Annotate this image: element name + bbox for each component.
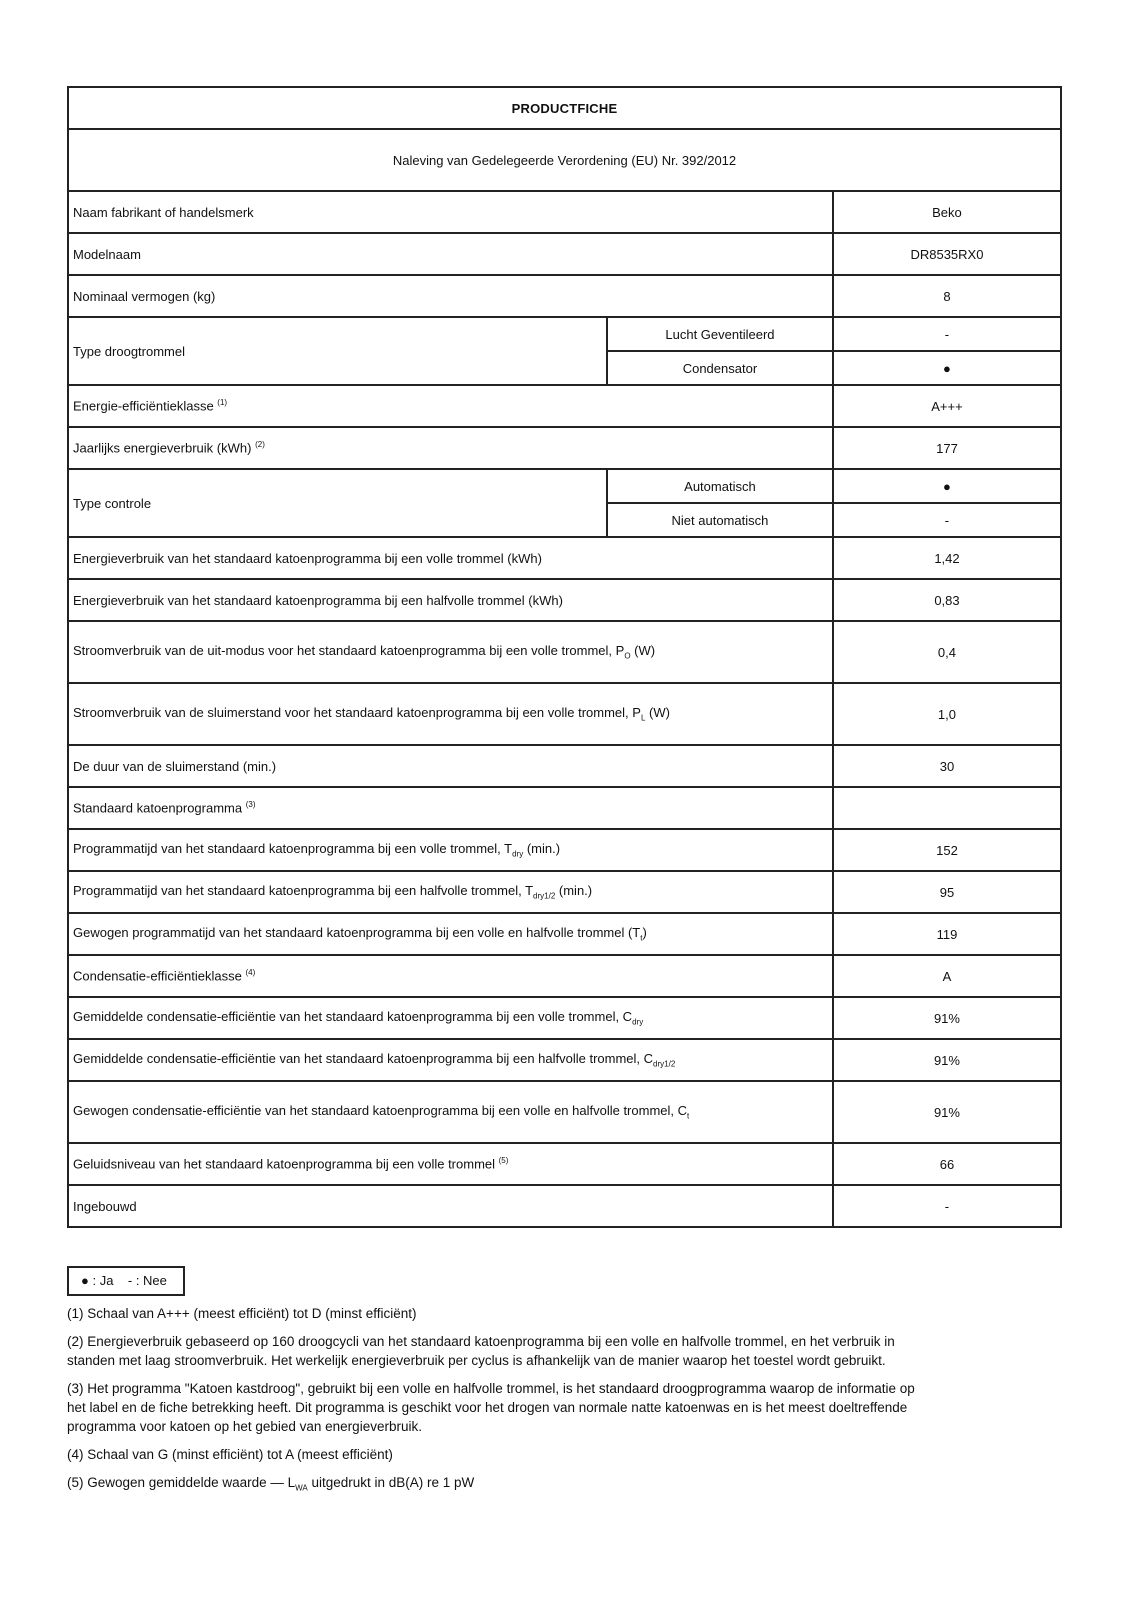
row-label: Gemiddelde condensatie-efficiëntie van het standaard katoenprogramma bij een volle trommel, $C_{dry}$	[68, 997, 833, 1039]
row-value: 0,83	[833, 579, 1061, 621]
row-label: Stroomverbruik van de uit-modus voor het standaard katoenprogramma bij een volle trommel, $P_O$ (W)	[68, 621, 833, 683]
table-row	[68, 579, 1061, 621]
row-value	[833, 787, 1061, 829]
table-row	[68, 385, 1061, 427]
table-row	[68, 683, 1061, 745]
row-value: 30	[833, 745, 1061, 787]
row-label: Stroomverbruik van de sluimerstand voor het standaard katoenprogramma bij een volle trommel, $P_L$ (W)	[68, 683, 833, 745]
row-value: DR8535RX0	[833, 233, 1061, 275]
sub-label: Automatisch	[607, 469, 833, 503]
row-value: 152	[833, 829, 1061, 871]
row-label: Programmatijd van het standaard katoenprogramma bij een volle trommel, $T_{dry}$ (min.)	[68, 829, 833, 871]
footnote: (1) Schaal van A+++ (meest efficiënt) tot D (minst efficiënt)	[67, 1306, 417, 1321]
footnote: (3) Het programma "Katoen kastdroog", gebruikt bij een volle en halfvolle trommel, is het standaard droogprogramma waarop de informatie op het label en de fiche betrekking heeft. Dit programma is geschikt voor het drogen van normale natte katoenwas en is het meest doeltreffende programma voor katoen op het gebied van energieverbruik.	[67, 1381, 915, 1434]
row-label: Gewogen condensatie-efficiëntie van het standaard katoenprogramma bij een volle en halfvolle trommel, $C_t$	[68, 1081, 833, 1143]
row-label: Geluidsniveau van het standaard katoenprogramma bij een volle trommel $^{(5)}$	[68, 1143, 833, 1185]
row-label: Ingebouwd	[68, 1185, 833, 1227]
row-label: Naam fabrikant of handelsmerk	[68, 191, 833, 233]
row-value: Beko	[833, 191, 1061, 233]
row-label: Gewogen programmatijd van het standaard katoenprogramma bij een volle en halfvolle trommel $(T_t)$	[68, 913, 833, 955]
row-label: Type controle	[68, 469, 607, 537]
row-value: -	[833, 503, 1061, 537]
table-row	[68, 191, 1061, 233]
table-row	[68, 997, 1061, 1039]
row-label: Jaarlijks energieverbruik (kWh) $^{(2)}$	[68, 427, 833, 469]
table-row	[68, 233, 1061, 275]
row-label: Standaard katoenprogramma $^{(3)}$	[68, 787, 833, 829]
row-value: 66	[833, 1143, 1061, 1185]
footnote: (2) Energieverbruik gebaseerd op 160 droogcycli van het standaard katoenprogramma bij een volle en halfvolle trommel, en het verbruik in standen met laag stroomverbruik. Het werkelijk energieverbruik per cyclus is afhankelijk van de manier waarop het toestel wordt gebruikt.	[67, 1334, 895, 1368]
legend-no: - : Nee	[127, 1273, 167, 1288]
table-row	[68, 745, 1061, 787]
row-value: A	[833, 955, 1061, 997]
table-row	[68, 829, 1061, 871]
row-value: ●	[833, 469, 1061, 503]
row-value: A+++	[833, 385, 1061, 427]
row-value: 177	[833, 427, 1061, 469]
row-value: 91%	[833, 1081, 1061, 1143]
table-row	[68, 1081, 1061, 1143]
row-label: Energieverbruik van het standaard katoenprogramma bij een halfvolle trommel (kWh)	[68, 579, 833, 621]
table-row	[68, 1185, 1061, 1227]
row-value: -	[833, 1185, 1061, 1227]
table-row	[68, 275, 1061, 317]
page-subtitle: Naleving van Gedelegeerde Verordening (EU) Nr. 392/2012	[68, 129, 1061, 191]
sub-label: Lucht Geventileerd	[607, 317, 833, 351]
row-value: ●	[833, 351, 1061, 385]
row-value: -	[833, 317, 1061, 351]
row-label: Energieverbruik van het standaard katoenprogramma bij een volle trommel (kWh)	[68, 537, 833, 579]
footnote: (5) Gewogen gemiddelde waarde — $L_{WA}$ uitgedrukt in dB(A) re 1 pW	[67, 1475, 475, 1493]
footnotes	[67, 1304, 937, 1507]
table-row	[68, 1143, 1061, 1185]
row-value: 1,42	[833, 537, 1061, 579]
row-label: Energie-efficiëntieklasse $^{(1)}$	[68, 385, 833, 427]
row-label: Condensatie-efficiëntieklasse $^{(4)}$	[68, 955, 833, 997]
table-row	[68, 469, 1061, 503]
table-row	[68, 427, 1061, 469]
table-row	[68, 537, 1061, 579]
table-row	[68, 1039, 1061, 1081]
row-value: 91%	[833, 997, 1061, 1039]
table-row	[68, 955, 1061, 997]
table-row	[68, 621, 1061, 683]
table-row	[68, 317, 1061, 351]
row-label: Modelnaam	[68, 233, 833, 275]
sub-label: Condensator	[607, 351, 833, 385]
row-value: 0,4	[833, 621, 1061, 683]
row-label: De duur van de sluimerstand (min.)	[68, 745, 833, 787]
row-value: 8	[833, 275, 1061, 317]
row-label: Programmatijd van het standaard katoenprogramma bij een halfvolle trommel, $T_{dry1/2}$ (min.)	[68, 871, 833, 913]
row-label: Nominaal vermogen (kg)	[68, 275, 833, 317]
row-value: 119	[833, 913, 1061, 955]
product-fiche	[67, 86, 1062, 1228]
product-fiche-table	[67, 86, 1062, 1228]
table-row	[68, 913, 1061, 955]
legend-box	[67, 1266, 185, 1296]
page-title: PRODUCTFICHE	[68, 87, 1061, 129]
table-row	[68, 787, 1061, 829]
row-label: Gemiddelde condensatie-efficiëntie van het standaard katoenprogramma bij een halfvolle trommel, $C_{dry1/2}$	[68, 1039, 833, 1081]
sub-label: Niet automatisch	[607, 503, 833, 537]
row-value: 91%	[833, 1039, 1061, 1081]
table-row	[68, 871, 1061, 913]
row-label: Type droogtrommel	[68, 317, 607, 385]
legend-yes: ● : Ja	[81, 1273, 114, 1288]
row-value: 95	[833, 871, 1061, 913]
footnote: (4) Schaal van G (minst efficiënt) tot A (meest efficiënt)	[67, 1447, 393, 1462]
row-value: 1,0	[833, 683, 1061, 745]
